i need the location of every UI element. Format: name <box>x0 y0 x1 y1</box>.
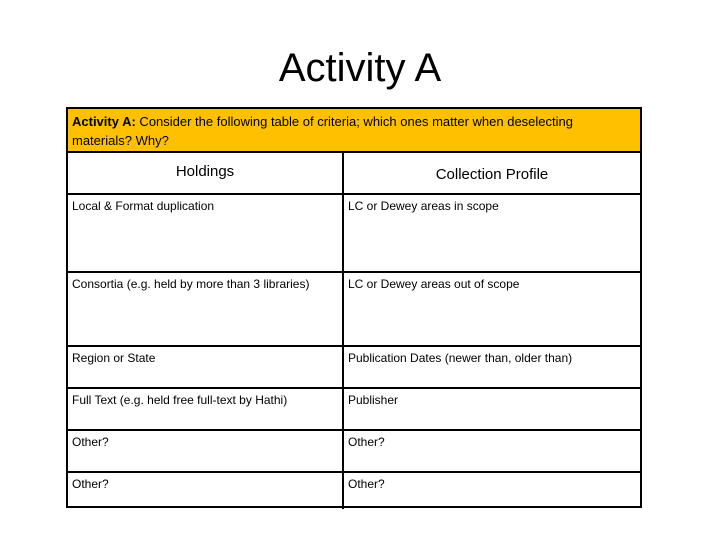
criteria-table <box>68 153 640 509</box>
holdings-cell: Full Text (e.g. held free full-text by Hathi) <box>68 388 343 430</box>
activity-prompt <box>68 109 640 153</box>
holdings-cell: Region or State <box>68 346 343 388</box>
header-collection-profile: Collection Profile <box>343 153 640 194</box>
holdings-cell: Consortia (e.g. held by more than 3 libraries) <box>68 272 343 346</box>
profile-cell: Publication Dates (newer than, older than) <box>343 346 640 388</box>
table-row <box>68 430 640 472</box>
prompt-text: Consider the following table of criteria; which ones matter when deselecting materials? Why? <box>72 114 573 148</box>
table-row <box>68 388 640 430</box>
table-row <box>68 346 640 388</box>
table-row <box>68 472 640 509</box>
holdings-cell: Other? <box>68 472 343 509</box>
profile-cell: Other? <box>348 477 385 491</box>
prompt-lead: Activity A: <box>72 114 136 129</box>
table-header-row <box>68 153 640 194</box>
holdings-cell: Local & Format duplication <box>68 194 343 272</box>
table-row <box>68 194 640 272</box>
slide-title: Activity A <box>278 46 442 90</box>
holdings-cell: Other? <box>68 430 343 472</box>
criteria-table-frame <box>66 107 642 508</box>
header-holdings: Holdings <box>68 153 343 194</box>
profile-cell: Other? <box>343 430 640 472</box>
table-row <box>68 272 640 346</box>
profile-cell: LC or Dewey areas in scope <box>343 194 640 272</box>
profile-cell: Publisher <box>343 388 640 430</box>
profile-cell: LC or Dewey areas out of scope <box>343 272 640 346</box>
